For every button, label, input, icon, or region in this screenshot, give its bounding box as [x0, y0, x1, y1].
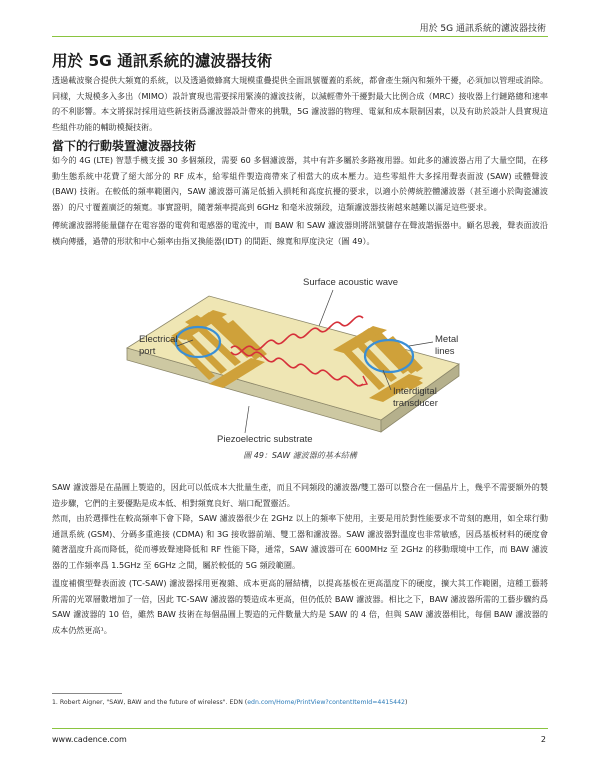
saw-filter-diagram [105, 270, 485, 458]
label-surface-acoustic-wave: Surface acoustic wave [303, 277, 399, 288]
label-electrical-port-1: Electrical [139, 334, 178, 345]
footnote-text: 1. Robert Aigner, "SAW, BAW and the future of wireless". EDN ( [52, 699, 248, 706]
leader-surface-acoustic-wave [319, 290, 333, 326]
body-paragraph-2: 傳統濾波器將能量儲存在電容器的電荷和電感器的電流中，而 BAW 和 SAW 濾波器則將訊號儲存在聲波諧振器中。顧名思義，聲表面波沿橫向傳播，過帶的形狀和中心頻率由指叉換能器(IDT) 的間距、線寬和厚度決定（圖 49）。 [52, 220, 548, 246]
label-piezoelectric-substrate: Piezoelectric substrate [217, 434, 313, 445]
leader-substrate [245, 406, 249, 433]
page-number: 2 [540, 735, 546, 744]
footnote-divider [52, 693, 122, 694]
body-paragraph-5: 溫度補償型聲表面波 (TC-SAW) 濾波器採用更複雜、成本更高的層結構，以提高基板在更高溫度下的硬度，擴大其工作範圍，這種工藝將所需的光罩層數增加了一倍，因此 TC-SAW 濾波器的製造成本更高，但仍低於 BAW 濾波器。相比之下，BAW 濾波器所需的工藝步驟約爲 SAW 濾波器的 10 倍，雖然 BAW 技術在每個晶圓上製造的元件數量大約是 SAW 的 4 倍，但與 SAW 濾波器相比，每個 BAW 濾波器的成本仍然更高¹。 [52, 578, 548, 635]
page-title: 用於 5G 通訊系統的濾波器技術 [52, 52, 273, 70]
footer-divider [52, 728, 548, 729]
intro-paragraph: 透過載波聚合提供大頻寬的系統，以及透過微蜂窩大規模重疊提供全面訊號覆蓋的系統，都會產生頻內和頻外干擾，必須加以管理或消除。同樣，大規模多入多出（MIMO）設計實現也需要採用緊湊的濾波技術，以減輕帶外干擾對最大比例合成（MRC）接收器上行鏈路總和速率的不利影響。本文將探討採用這些新技術爲濾波器設計帶來的挑戰，5G 濾波器的物理、電氣和成本限制因素，以及有助於設計人員實現這些組件功能的輔助模擬技術。 [52, 75, 548, 132]
running-header: 用於 5G 通訊系統的濾波器技術 [419, 24, 546, 34]
body-paragraph-3: SAW 濾波器是在晶圓上製造的，因此可以低成本大批量生產，而且不同頻段的濾波器/雙工器可以整合在一個晶片上，幾乎不需要額外的製造步驟，它們的主要優點是成本低、相對頻寬良好、端口配置靈活。 [52, 482, 548, 508]
section-heading: 當下的行動裝置濾波器技術 [52, 139, 197, 153]
footnote-link[interactable]: edn.com/Home/PrintView?contentItemId=4415442 [247, 699, 405, 706]
figure-caption: 圖 49：SAW 濾波器的基本結構 [243, 451, 357, 460]
label-interdigital-2: transducer [393, 398, 438, 409]
leader-metal-lines [409, 342, 433, 346]
label-metal-lines-2: lines [435, 346, 455, 357]
body-paragraph-1: 如今的 4G (LTE) 智慧手機支援 30 多個頻段，需要 60 多個濾波器，其中有許多屬於多路複用器。如此多的濾波器占用了大量空間，在移動生態系統中花費了絕大部分的 RF 成本，給零組件製造商帶來了相當大的成本壓力。這些零組件大多採用聲表面波 (SAW) 或體聲波 (BAW) 技術。在較低的頻率範圍內，SAW 濾波器可滿足低插入損耗和高度抗擾的要求，以適小於傳統腔體濾波器（甚至適小於陶瓷濾波器）的尺寸覆蓋廣泛的頻寬。事實證明，隨著頻率提高到 6GHz 和毫米波頻段，這類濾波器技術越來越難以滿足這些要求。 [52, 155, 548, 212]
saw-filter-figure [105, 270, 485, 458]
label-metal-lines-1: Metal [435, 334, 459, 345]
label-electrical-port-2: port [139, 346, 156, 357]
footer-url[interactable]: www.cadence.com [52, 735, 127, 744]
footnote [52, 699, 407, 706]
header-divider [52, 36, 548, 37]
body-paragraph-4: 然而，由於選擇性在較高頻率下會下降，SAW 濾波器很少在 2GHz 以上的頻率下使用，主要是用於對性能要求不苛刻的應用，如全球行動通訊系統 (GSM)、分碼多重進接 (CDMA) 和 3G 接收器前端、雙工器和濾波器。SAW 濾波器對溫度也非常敏感，因爲基板材料的硬度會隨著溫度升高而降低，從而導致聲速降低和 RF 性能下降，通常，SAW 濾波器可在 600MHz 至 2GHz 的移動環境中工作，而 BAW 濾波器的工作頻率爲 1.5GHz 至 6GHz 之間，屬於較低的 5G 頻段範圍。 [52, 513, 548, 570]
label-interdigital-1: Interdigital [393, 386, 437, 397]
footnote-close: ) [404, 699, 408, 706]
